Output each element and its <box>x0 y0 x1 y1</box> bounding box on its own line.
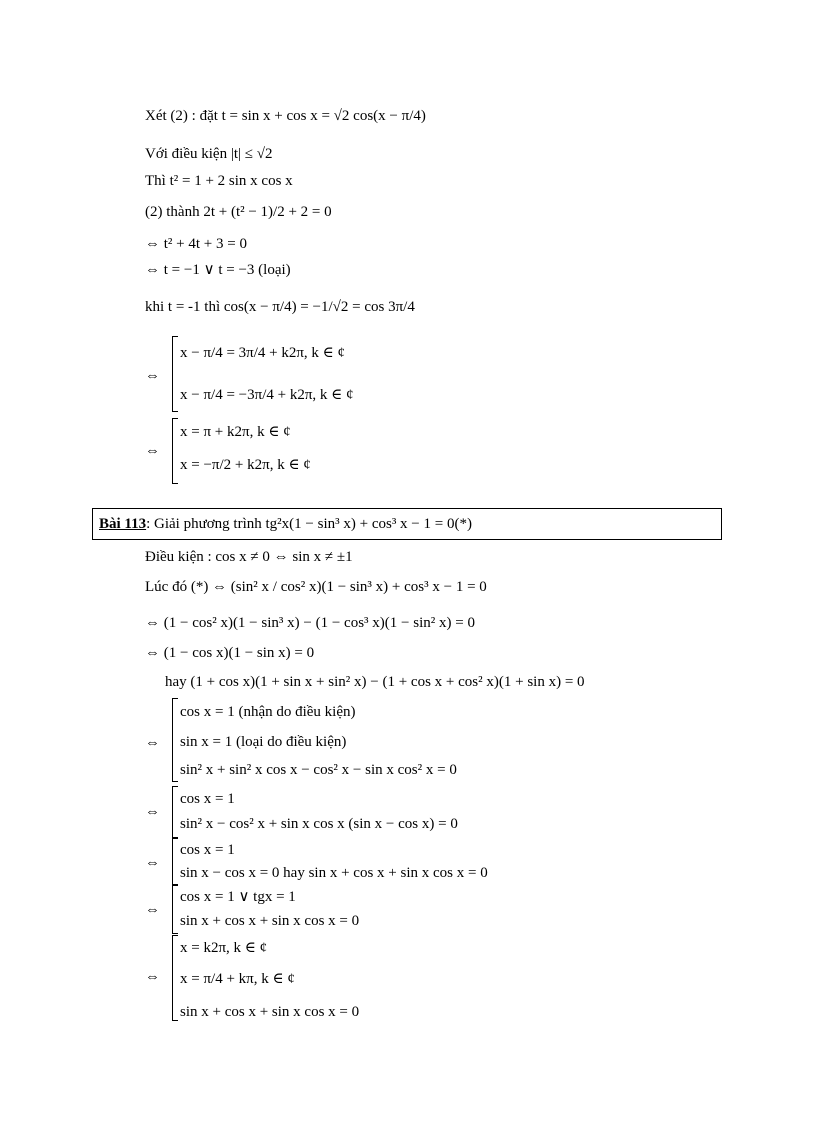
line-quadratic: ⇔ t² + 4t + 3 = 0 <box>145 236 247 252</box>
line-factor: ⇔ (1 − cos x)(1 − sin x) = 0 <box>145 645 315 661</box>
case-row: cos x = 1 <box>180 842 235 858</box>
line-dieu-kien: Điều kiện : cos x ≠ 0 ⇔ sin x ≠ ±1 <box>145 549 353 565</box>
case-row: cos x = 1 ∨ tgx = 1 <box>180 889 296 905</box>
line-dieu-kien-t: Với điều kiện |t| ≤ √2 <box>145 146 273 162</box>
line-t-squared: Thì t² = 1 + 2 sin x cos x <box>145 173 293 189</box>
case-row: x = k2π, k ∈ ¢ <box>180 940 268 956</box>
equivalence-arrow: ⇔ <box>145 443 160 459</box>
line-luc-do: Lúc đó (*) ⇔ (sin² x / cos² x)(1 − sin³ x) + cos³ x − 1 = 0 <box>145 579 487 595</box>
equivalence-arrow: ⇔ <box>145 902 160 918</box>
equivalence-arrow: ⇔ <box>145 855 160 871</box>
line-2-thanh: (2) thành 2t + (t² − 1)/2 + 2 = 0 <box>145 204 332 220</box>
case-bracket <box>172 418 178 484</box>
case-row: x = π/4 + kπ, k ∈ ¢ <box>180 971 295 987</box>
case-row: sin² x − cos² x + sin x cos x (sin x − cos x) = 0 <box>180 816 458 832</box>
case-row: x = −π/2 + k2π, k ∈ ¢ <box>180 457 311 473</box>
equivalence-arrow: ⇔ <box>145 735 160 751</box>
case-row: x = π + k2π, k ∈ ¢ <box>180 424 291 440</box>
case-row: cos x = 1 <box>180 791 235 807</box>
case-row: cos x = 1 (nhận do điều kiện) <box>180 704 356 720</box>
case-row: sin x + cos x + sin x cos x = 0 <box>180 1004 360 1020</box>
case-row: sin x + cos x + sin x cos x = 0 <box>180 913 360 929</box>
case-row: sin² x + sin² x cos x − cos² x − sin x cos² x = 0 <box>180 762 457 778</box>
line-dat-t: Xét (2) : đặt t = sin x + cos x = √2 cos(x − π/4) <box>145 108 426 124</box>
line-roots: ⇔ t = −1 ∨ t = −3 (loại) <box>145 262 291 278</box>
line-khi-t: khi t = -1 thì cos(x − π/4) = −1/√2 = cos 3π/4 <box>145 299 415 315</box>
problem-header <box>99 515 472 533</box>
case-bracket <box>172 838 178 886</box>
case-bracket <box>172 884 178 934</box>
problem-header-box <box>92 508 722 540</box>
line-expand: ⇔ (1 − cos² x)(1 − sin³ x) − (1 − cos³ x)(1 − sin² x) = 0 <box>145 615 475 631</box>
case-bracket <box>172 698 178 782</box>
case-bracket <box>172 786 178 838</box>
problem-statement: : Giải phương trình tg²x(1 − sin³ x) + cos³ x − 1 = 0(*) <box>146 516 472 532</box>
case-row: sin x = 1 (loại do điều kiện) <box>180 734 347 750</box>
line-hay: hay (1 + cos x)(1 + sin x + sin² x) − (1 + cos x + cos² x)(1 + sin x) = 0 <box>165 674 585 690</box>
equivalence-arrow: ⇔ <box>145 969 160 985</box>
equivalence-arrow: ⇔ <box>145 804 160 820</box>
equivalence-arrow: ⇔ <box>145 368 160 384</box>
problem-title: Bài 113 <box>99 516 147 532</box>
case-row: sin x − cos x = 0 hay sin x + cos x + sin x cos x = 0 <box>180 865 488 881</box>
case-row: x − π/4 = 3π/4 + k2π, k ∈ ¢ <box>180 345 346 361</box>
case-bracket <box>172 336 178 412</box>
case-bracket <box>172 935 178 1021</box>
case-row: x − π/4 = −3π/4 + k2π, k ∈ ¢ <box>180 387 354 403</box>
